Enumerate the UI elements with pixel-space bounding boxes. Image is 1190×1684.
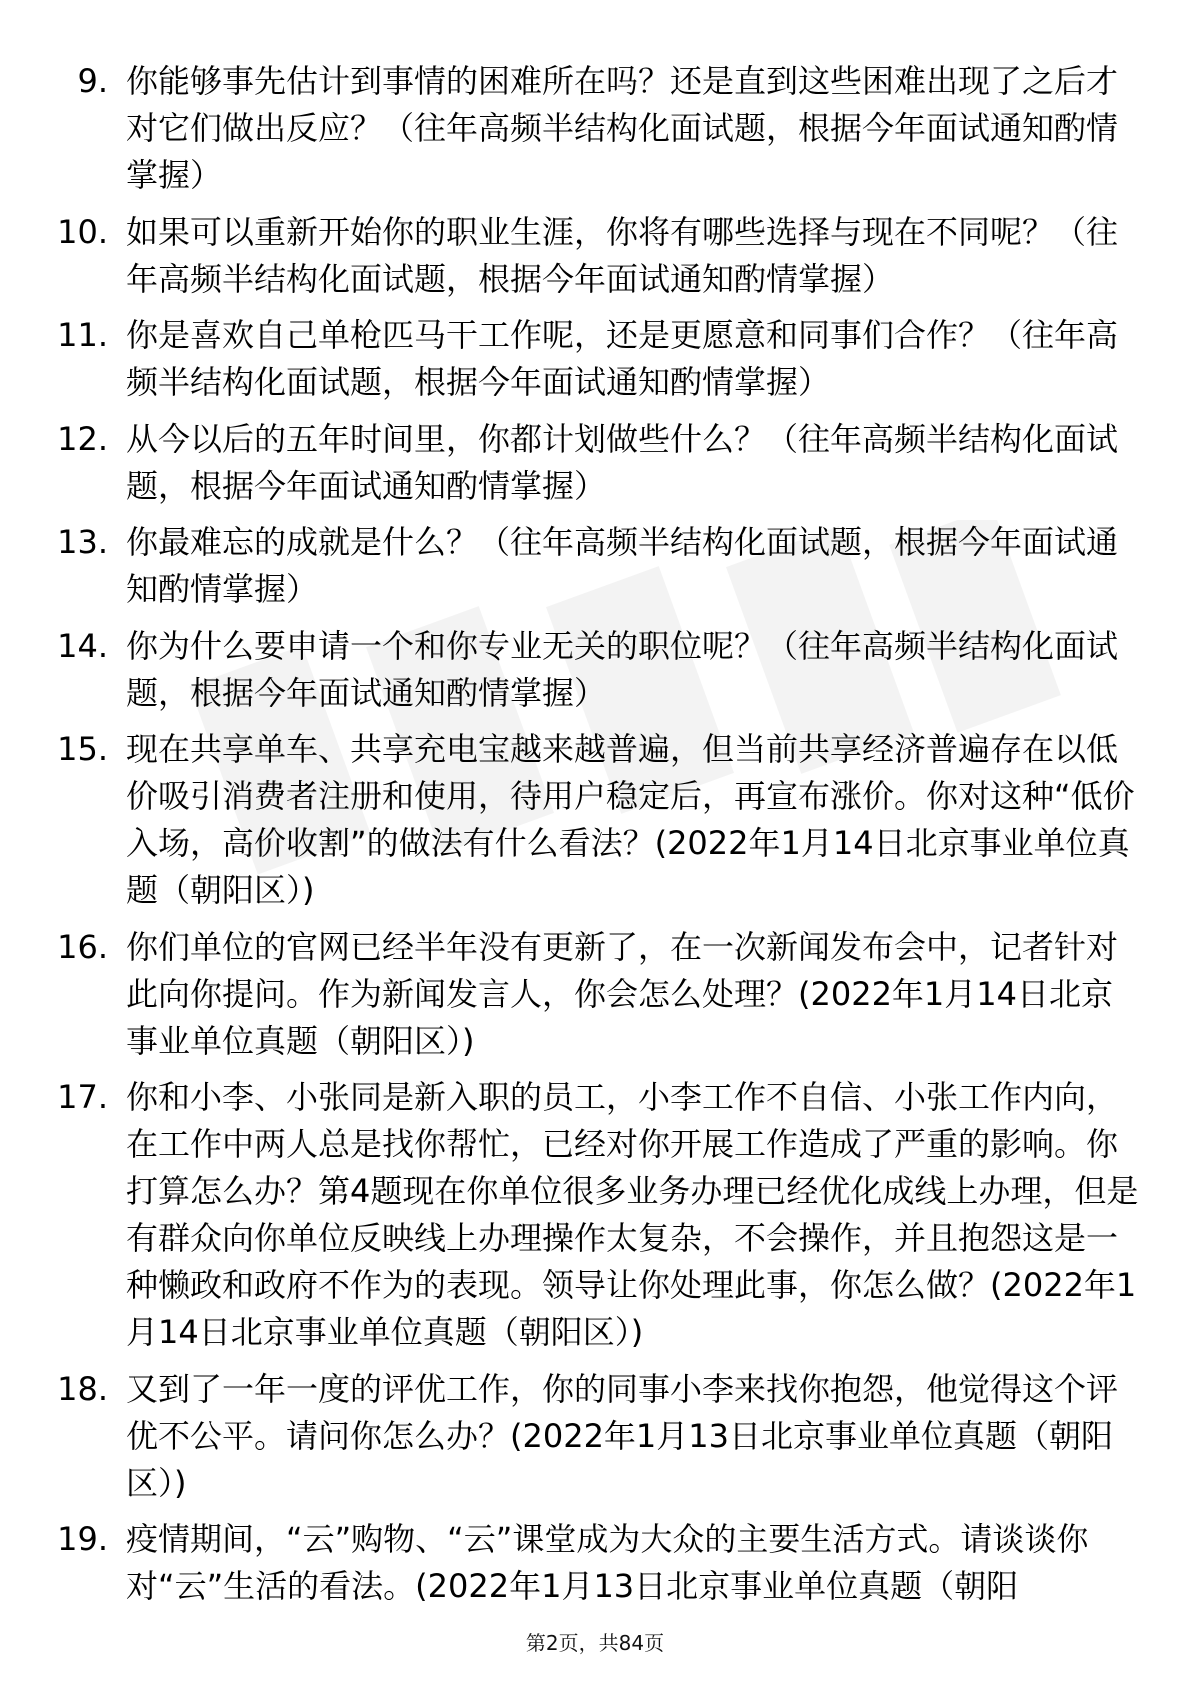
question-number: 9. (77, 62, 108, 100)
question-item-12 (57, 416, 1140, 510)
question-item-10 (57, 209, 1140, 303)
question-number: 18. (57, 1369, 108, 1408)
question-number: 17. (57, 1078, 108, 1116)
question-text: 现在共享单车、共享充电宝越来越普遍，但当前共享经济普遍存在以低价吸引消费者注册和使用，待用户稳定后，再宣布涨价。你对这种“低价入场，高价收割”的做法有什么看法？(2022年1月14日北京事业单位真题（朝阳区）) (126, 730, 1135, 909)
question-number: 12. (57, 419, 108, 458)
question-number: 15. (57, 730, 108, 768)
question-text: 又到了一年一度的评优工作，你的同事小李来找你抱怨，他觉得这个评优不公平。请问你怎么办？(2022年1月13日北京事业单位真题（朝阳区）) (126, 1369, 1119, 1502)
page-number-footer: 第2页，共84页 (525, 1631, 665, 1655)
question-text: 你和小李、小张同是新入职的员工，小李工作不自信、小张工作内向，在工作中两人总是找你帮忙，已经对你开展工作造成了严重的影响。你打算怎么办？第4题现在你单位很多业务办理已经优化成线上办理，但是有群众向你单位反映线上办理操作太复杂，不会操作，并且抱怨这是一种懒政和政府不作为的表现。领导让你处理此事，你怎么做？(2022年1月14日北京事业单位真题（朝阳区）) (126, 1078, 1139, 1351)
question-item-18 (57, 1366, 1140, 1507)
question-item-19 (57, 1516, 1140, 1610)
question-item-13 (57, 519, 1140, 613)
question-text: 你最难忘的成就是什么？（往年高频半结构化面试题，根据今年面试通知酌情掌握） (126, 523, 1119, 608)
question-text: 你能够事先估计到事情的困难所在吗？还是直到这些困难出现了之后才对它们做出反应？（往年高频半结构化面试题，根据今年面试通知酌情掌握） (126, 62, 1119, 194)
question-text: 你们单位的官网已经半年没有更新了，在一次新闻发布会中，记者针对此向你提问。作为新闻发言人，你会怎么处理？(2022年1月14日北京事业单位真题（朝阳区）) (126, 927, 1119, 1060)
question-number: 13. (57, 523, 108, 561)
question-item-11 (57, 312, 1140, 406)
question-text: 从今以后的五年时间里，你都计划做些什么？（往年高频半结构化面试题，根据今年面试通知酌情掌握） (126, 419, 1119, 505)
question-text: 如果可以重新开始你的职业生涯，你将有哪些选择与现在不同呢？（往年高频半结构化面试题，根据今年面试通知酌情掌握） (126, 212, 1119, 298)
question-item-17 (57, 1074, 1140, 1356)
question-item-16 (57, 924, 1140, 1065)
question-number: 14. (57, 626, 108, 665)
question-number: 16. (57, 927, 108, 966)
question-number: 19. (57, 1520, 108, 1558)
question-number: 10. (57, 212, 108, 251)
question-item-15 (57, 726, 1140, 914)
question-text: 你是喜欢自己单枪匹马干工作呢，还是更愿意和同事们合作？（往年高频半结构化面试题，根据今年面试通知酌情掌握） (126, 316, 1119, 401)
question-number: 11. (57, 316, 108, 354)
question-list (57, 58, 1140, 1620)
question-item-9 (60, 58, 1140, 199)
question-text: 疫情期间，“云”购物、“云”课堂成为大众的主要生活方式。请谈谈你对“云”生活的看法。(2022年1月13日北京事业单位真题（朝阳 (126, 1520, 1089, 1605)
question-item-14 (57, 623, 1140, 717)
question-text: 你为什么要申请一个和你专业无关的职位呢？（往年高频半结构化面试题，根据今年面试通知酌情掌握） (126, 626, 1119, 712)
